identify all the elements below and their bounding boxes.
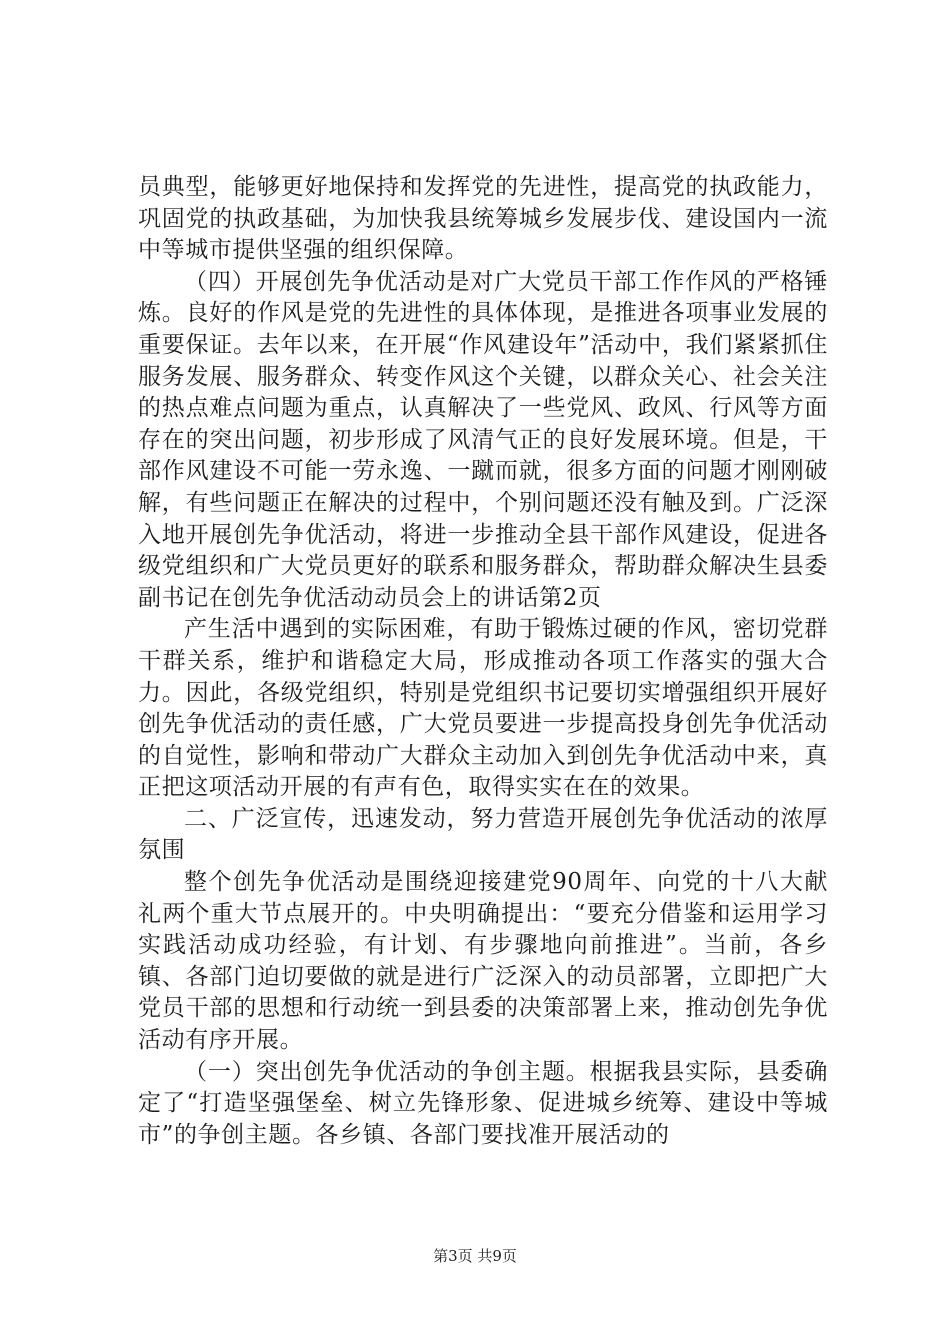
document-body <box>138 172 828 1151</box>
paragraph-6: （一）突出创先争优活动的争创主题。根据我县实际，县委确定了“打造坚强堡垒、树立先锋形象、促进城乡统筹、建设中等城市”的争创主题。各乡镇、各部门要找准开展活动的 <box>138 1058 828 1148</box>
paragraph-5: 整个创先争优活动是围绕迎接建党90周年、向党的十八大献礼两个重大节点展开的。中央明确提出：“要充分借鉴和运用学习实践活动成功经验，有计划、有步骤地向前推进”。当前，各乡镇、各部门迫切要做的就是进行广泛深入的动员部署，立即把广大党员干部的思想和行动统一到县委的决策部署上来，推动创先争优活动有序开展。 <box>138 869 828 1054</box>
section-heading-2: 二、广泛宣传，迅速发动，努力营造开展创先争优活动的浓厚氛围 <box>138 805 828 864</box>
paragraph-1: 员典型，能够更好地保持和发挥党的先进性，提高党的执政能力，巩固党的执政基础，为加快我县统筹城乡发展步伐、建设国内一流中等城市提供坚强的组织保障。 <box>138 174 828 264</box>
paragraph-2: （四）开展创先争优活动是对广大党员干部工作作风的严格锤炼。良好的作风是党的先进性的具体体现，是推进各项事业发展的重要保证。去年以来，在开展“作风建设年”活动中，我们紧紧抓住服务发展、服务群众、转变作风这个关键，以群众关心、社会关注的热点难点问题为重点，认真解决了一些党风、政风、行风等方面存在的突出问题，初步形成了风清气正的良好发展环境。但是，干部作风建设不可能一劳永逸、一蹴而就，很多方面的问题才刚刚破解，有些问题正在解决的过程中，个别问题还没有触及到。广泛深入地开展创先争优活动，将进一步推动全县干部作风建设，促进各级党组织和广大党员更好的联系和服务群众，帮助群众解决生县委副书记在创先争优活动动员会上的讲话第2页 <box>138 268 828 611</box>
page-number-footer: 第3页 共9页 <box>433 1247 517 1265</box>
paragraph-3: 产生活中遇到的实际困难，有助于锻炼过硬的作风，密切党群干群关系，维护和谐稳定大局，形成推动各项工作落实的强大合力。因此，各级党组织，特别是党组织书记要切实增强组织开展好创先争优活动的责任感，广大党员要进一步提高投身创先争优活动的自觉性，影响和带动广大群众主动加入到创先争优活动中来，真正把这项活动开展的有声有色，取得实实在在的效果。 <box>138 616 828 801</box>
